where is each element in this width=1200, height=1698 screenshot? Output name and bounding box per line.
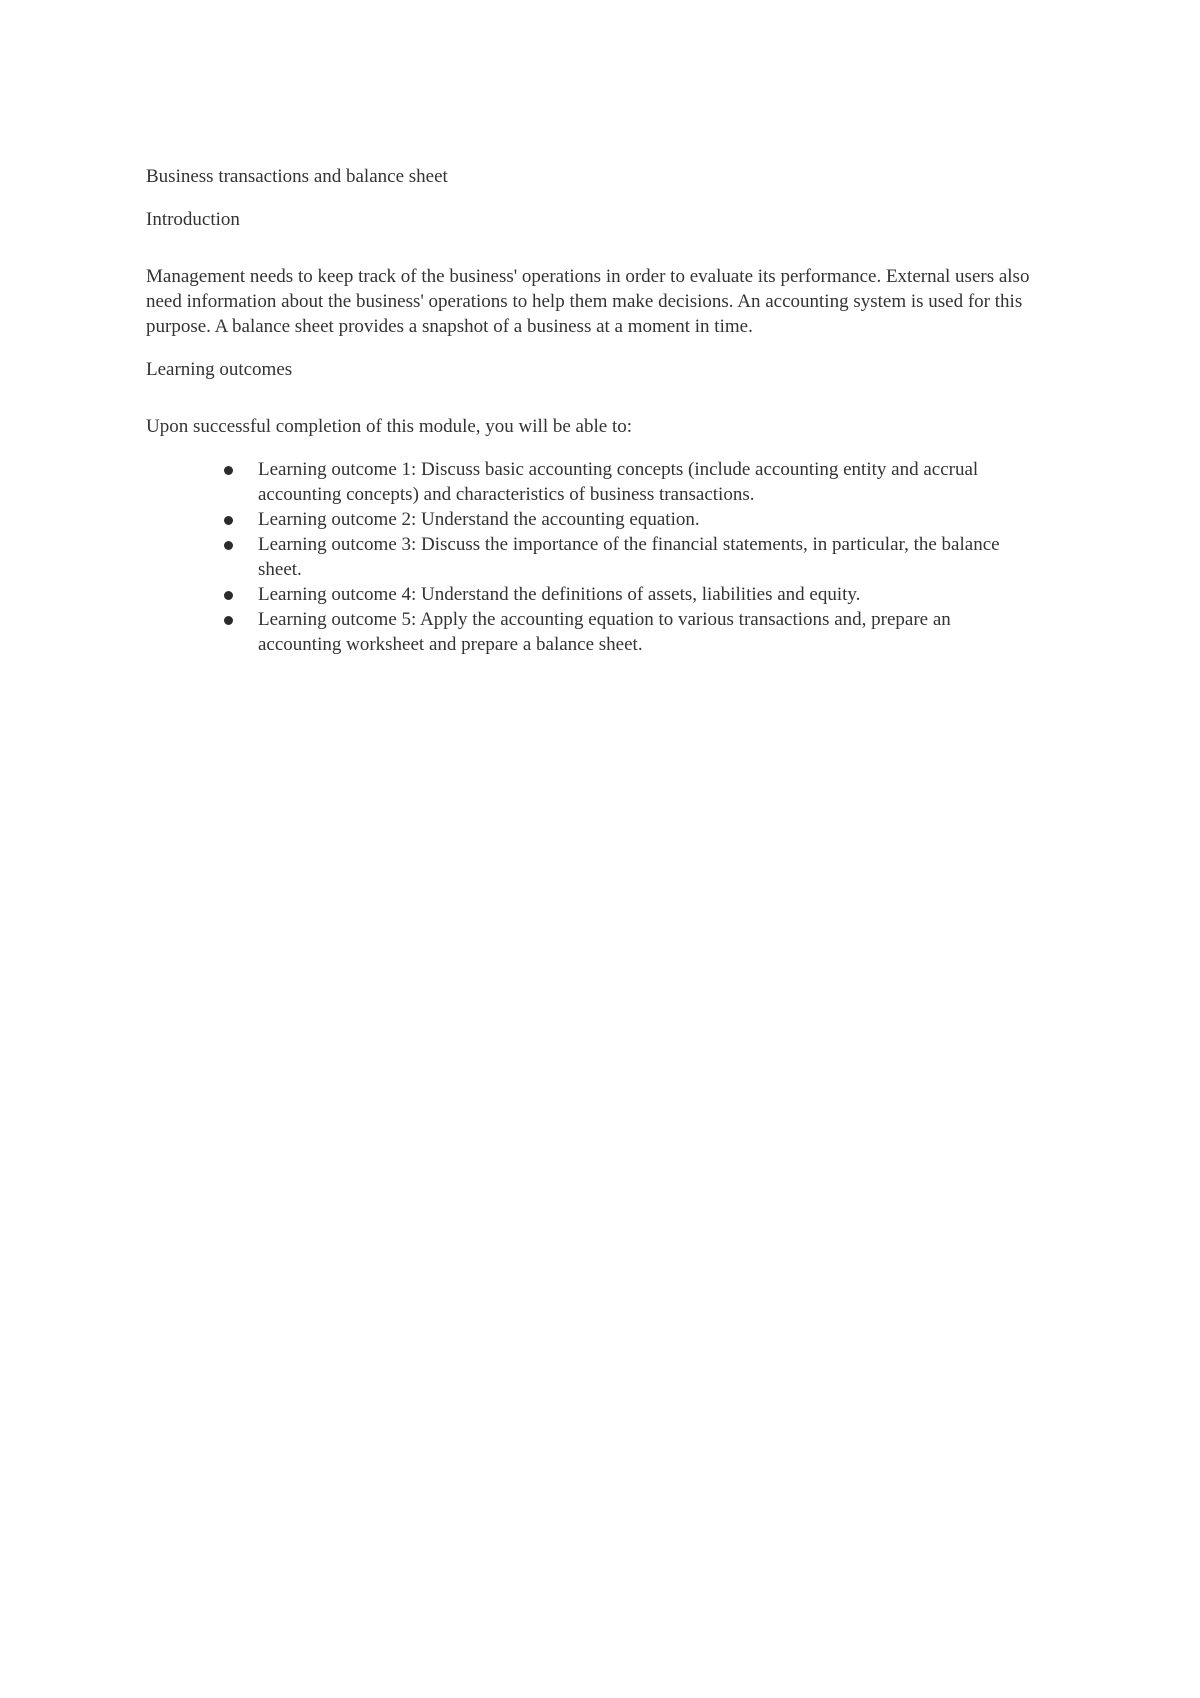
bullet-dot-icon: [224, 591, 233, 600]
learning-outcomes-heading: Learning outcomes: [146, 359, 293, 380]
bullet-dot-icon: [224, 541, 233, 550]
introduction-heading: Introduction: [146, 209, 240, 230]
learning-outcomes-list: [224, 457, 1024, 657]
introduction-paragraph: Management needs to keep track of the business' operations in order to evaluate its performance. External users also need information about the business' operations to help them make decisions. An accounting system is used for this purpose. A balance sheet provides a snapshot of a business at a moment in time.: [146, 266, 1030, 337]
document-body: [146, 164, 1066, 657]
learning-outcomes-lead-in: Upon successful completion of this module, you will be able to:: [146, 416, 633, 437]
bullet-dot-icon: [224, 616, 233, 625]
learning-outcome-text: Learning outcome 3: Discuss the importance of the financial statements, in particular, the balance sheet.: [258, 534, 1000, 580]
learning-outcome-item: [224, 607, 1024, 657]
learning-outcome-item: [224, 457, 1024, 507]
learning-outcome-text: Learning outcome 4: Understand the definitions of assets, liabilities and equity.: [258, 584, 861, 605]
learning-outcome-item: [224, 507, 1024, 532]
document-title: Business transactions and balance sheet: [146, 166, 448, 187]
learning-outcome-text: Learning outcome 1: Discuss basic accounting concepts (include accounting entity and accrual accounting concepts) and characteristics of business transactions.: [258, 459, 979, 505]
bullet-dot-icon: [224, 516, 233, 525]
bullet-dot-icon: [224, 466, 233, 475]
learning-outcome-item: [224, 532, 1024, 582]
learning-outcome-text: Learning outcome 5: Apply the accounting equation to various transactions and, prepare an accounting worksheet and prepare a balance sheet.: [258, 609, 951, 655]
learning-outcome-text: Learning outcome 2: Understand the accounting equation.: [258, 509, 700, 530]
learning-outcome-item: [224, 582, 1024, 607]
